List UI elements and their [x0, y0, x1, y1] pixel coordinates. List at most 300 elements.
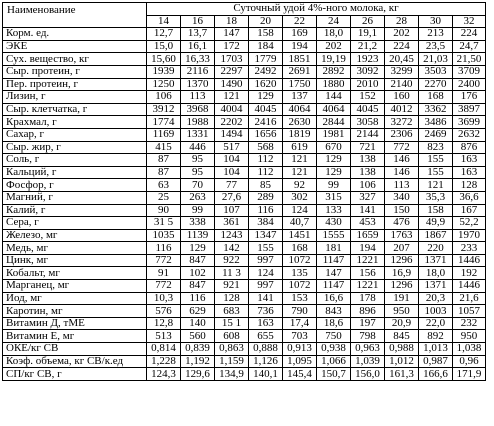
table-cell: 0,888 — [249, 343, 283, 356]
table-cell: 1243 — [215, 229, 249, 242]
table-cell: 167 — [453, 204, 486, 217]
table-cell: 161,3 — [385, 368, 419, 381]
table-cell: 3912 — [147, 103, 181, 116]
table-cell: 1139 — [181, 229, 215, 242]
table-cell: 137 — [283, 91, 317, 104]
table-cell: 15,60 — [147, 53, 181, 66]
table-cell: 327 — [351, 191, 385, 204]
table-cell: 135 — [283, 267, 317, 280]
table-cell: 1446 — [453, 280, 486, 293]
table-row — [3, 254, 486, 267]
table-cell: 77 — [215, 179, 249, 192]
row-label: Крахмал, г — [3, 116, 147, 129]
table-cell: 430 — [317, 217, 351, 230]
table-cell: 4012 — [385, 103, 419, 116]
table-cell: 124,3 — [147, 368, 181, 381]
table-cell: 12,8 — [147, 317, 181, 330]
table-cell: 1774 — [147, 116, 181, 129]
table-cell: 112 — [249, 154, 283, 167]
table-cell: 150 — [385, 204, 419, 217]
table-cell: 140,1 — [249, 368, 283, 381]
table-cell: 1,228 — [147, 355, 181, 368]
row-label: ОКЕ/кг СВ — [3, 343, 147, 356]
column-header-yield: 28 — [385, 15, 419, 28]
table-cell: 1296 — [385, 280, 419, 293]
table-cell: 0,988 — [385, 343, 419, 356]
column-header-yield: 24 — [317, 15, 351, 28]
table-cell: 121 — [283, 166, 317, 179]
table-cell: 16,33 — [181, 53, 215, 66]
table-cell: 146 — [385, 154, 419, 167]
table-cell: 112 — [249, 166, 283, 179]
table-cell: 176 — [453, 91, 486, 104]
table-cell: 106 — [147, 91, 181, 104]
row-label: Калий, г — [3, 204, 147, 217]
table-cell: 166,6 — [419, 368, 453, 381]
table-cell: 10,3 — [147, 292, 181, 305]
table-cell: 0,839 — [181, 343, 215, 356]
table-cell: 156,0 — [351, 368, 385, 381]
nutrient-table-container — [2, 2, 486, 381]
table-cell: 1221 — [351, 254, 385, 267]
table-cell: 703 — [283, 330, 317, 343]
table-cell: 576 — [147, 305, 181, 318]
table-cell: 40,7 — [283, 217, 317, 230]
table-cell: 87 — [147, 166, 181, 179]
table-row — [3, 242, 486, 255]
table-cell: 608 — [215, 330, 249, 343]
table-row — [3, 280, 486, 293]
table-row — [3, 65, 486, 78]
table-cell: 2010 — [351, 78, 385, 91]
table-cell: 1819 — [283, 128, 317, 141]
table-cell: 1,039 — [351, 355, 385, 368]
table-row — [3, 128, 486, 141]
table-cell: 129 — [181, 242, 215, 255]
table-row — [3, 229, 486, 242]
table-cell: 1,159 — [215, 355, 249, 368]
table-cell: 619 — [283, 141, 317, 154]
table-cell: 150,7 — [317, 368, 351, 381]
table-row — [3, 191, 486, 204]
row-label: Сыр. клетчатка, г — [3, 103, 147, 116]
table-cell: 2306 — [385, 128, 419, 141]
table-cell: 141 — [351, 204, 385, 217]
table-cell: 2202 — [215, 116, 249, 129]
table-cell: 1371 — [419, 254, 453, 267]
table-cell: 3968 — [181, 103, 215, 116]
table-cell: 144 — [317, 91, 351, 104]
table-cell: 224 — [453, 28, 486, 41]
table-cell: 121 — [215, 91, 249, 104]
table-cell: 683 — [215, 305, 249, 318]
table-cell: 52,2 — [453, 217, 486, 230]
table-cell: 194 — [283, 40, 317, 53]
table-row — [3, 179, 486, 192]
table-cell: 315 — [317, 191, 351, 204]
table-cell: 16,1 — [181, 40, 215, 53]
row-label: Фосфор, г — [3, 179, 147, 192]
table-cell: 843 — [317, 305, 351, 318]
table-cell: 20,3 — [419, 292, 453, 305]
table-cell: 1035 — [147, 229, 181, 242]
table-cell: 178 — [351, 292, 385, 305]
table-row — [3, 166, 486, 179]
row-label: Марганец, мг — [3, 280, 147, 293]
table-cell: 876 — [453, 141, 486, 154]
table-cell: 1981 — [317, 128, 351, 141]
table-cell: 0,963 — [351, 343, 385, 356]
table-cell: 116 — [147, 242, 181, 255]
table-cell: 2116 — [181, 65, 215, 78]
table-cell: 15 1 — [215, 317, 249, 330]
table-cell: 20,45 — [385, 53, 419, 66]
table-cell: 1147 — [317, 280, 351, 293]
table-cell: 20,9 — [385, 317, 419, 330]
table-cell: 232 — [453, 317, 486, 330]
table-cell: 1169 — [147, 128, 181, 141]
table-cell: 18,0 — [419, 267, 453, 280]
table-cell: 17,4 — [283, 317, 317, 330]
table-row — [3, 154, 486, 167]
table-cell: 1659 — [351, 229, 385, 242]
table-cell: 892 — [419, 330, 453, 343]
table-cell: 158 — [419, 204, 453, 217]
table-cell: 25 — [147, 191, 181, 204]
table-cell: 1446 — [453, 254, 486, 267]
table-cell: 113 — [385, 179, 419, 192]
table-cell: 1147 — [317, 254, 351, 267]
table-cell: 289 — [249, 191, 283, 204]
table-cell: 2140 — [385, 78, 419, 91]
table-cell: 453 — [351, 217, 385, 230]
table-cell: 202 — [385, 28, 419, 41]
table-cell: 121 — [283, 154, 317, 167]
table-cell: 921 — [215, 280, 249, 293]
table-row — [3, 78, 486, 91]
table-cell: 168 — [419, 91, 453, 104]
table-cell: 0,913 — [283, 343, 317, 356]
table-cell: 99 — [317, 179, 351, 192]
table-cell: 476 — [385, 217, 419, 230]
column-header-yield: 20 — [249, 15, 283, 28]
table-cell: 415 — [147, 141, 181, 154]
table-cell: 2469 — [419, 128, 453, 141]
table-cell: 24,7 — [453, 40, 486, 53]
row-label: ЭКЕ — [3, 40, 147, 53]
table-cell: 302 — [283, 191, 317, 204]
row-label: Сух. вещество, кг — [3, 53, 147, 66]
table-row — [3, 141, 486, 154]
table-cell: 1656 — [249, 128, 283, 141]
table-cell: 772 — [147, 254, 181, 267]
table-cell: 2144 — [351, 128, 385, 141]
table-cell: 1939 — [147, 65, 181, 78]
table-cell: 384 — [249, 217, 283, 230]
table-cell: 629 — [181, 305, 215, 318]
table-cell: 87 — [147, 154, 181, 167]
table-cell: 35,3 — [419, 191, 453, 204]
row-label: Корм. ед. — [3, 28, 147, 41]
table-cell: 140 — [181, 317, 215, 330]
table-cell: 4004 — [215, 103, 249, 116]
table-cell: 213 — [419, 28, 453, 41]
table-cell: 155 — [419, 154, 453, 167]
column-header-yield: 32 — [453, 15, 486, 28]
table-cell: 107 — [215, 204, 249, 217]
table-cell: 18,6 — [317, 317, 351, 330]
table-cell: 116 — [249, 204, 283, 217]
table-row — [3, 368, 486, 381]
column-header-yield: 14 — [147, 15, 181, 28]
table-row — [3, 217, 486, 230]
row-label: Цинк, мг — [3, 254, 147, 267]
row-label: Коэф. объема, кг СВ/к.ед — [3, 355, 147, 368]
table-row — [3, 267, 486, 280]
table-cell: 146 — [385, 166, 419, 179]
table-cell: 1763 — [385, 229, 419, 242]
table-cell: 670 — [317, 141, 351, 154]
table-cell: 95 — [181, 166, 215, 179]
table-cell: 1003 — [419, 305, 453, 318]
row-label: Сера, г — [3, 217, 147, 230]
table-cell: 446 — [181, 141, 215, 154]
table-cell: 513 — [147, 330, 181, 343]
table-cell: 790 — [283, 305, 317, 318]
column-header-yield: 26 — [351, 15, 385, 28]
table-cell: 3092 — [351, 65, 385, 78]
table-cell: 92 — [283, 179, 317, 192]
table-row — [3, 355, 486, 368]
table-cell: 845 — [385, 330, 419, 343]
table-cell: 104 — [215, 154, 249, 167]
table-cell: 517 — [215, 141, 249, 154]
table-cell: 3486 — [419, 116, 453, 129]
table-cell: 3299 — [385, 65, 419, 78]
table-cell: 129 — [317, 154, 351, 167]
table-cell: 184 — [249, 40, 283, 53]
table-cell: 129,6 — [181, 368, 215, 381]
table-cell: 0,814 — [147, 343, 181, 356]
row-label: Лизин, г — [3, 91, 147, 104]
row-label: Пер. протеин, г — [3, 78, 147, 91]
table-cell: 772 — [147, 280, 181, 293]
table-cell: 16,6 — [317, 292, 351, 305]
table-cell: 896 — [351, 305, 385, 318]
column-header-yield: 16 — [181, 15, 215, 28]
table-cell: 2400 — [453, 78, 486, 91]
table-cell: 49,9 — [419, 217, 453, 230]
row-label: Иод, мг — [3, 292, 147, 305]
table-cell: 1072 — [283, 254, 317, 267]
table-cell: 19,1 — [351, 28, 385, 41]
table-cell: 750 — [317, 330, 351, 343]
row-label: Каротин, мг — [3, 305, 147, 318]
table-cell: 233 — [453, 242, 486, 255]
table-cell: 1451 — [283, 229, 317, 242]
table-cell: 138 — [351, 166, 385, 179]
table-cell: 19,19 — [317, 53, 351, 66]
row-label: Сахар, г — [3, 128, 147, 141]
table-cell: 1,013 — [419, 343, 453, 356]
table-cell: 85 — [249, 179, 283, 192]
table-cell: 3709 — [453, 65, 486, 78]
table-cell: 12,7 — [147, 28, 181, 41]
milk-yield-group-header: Суточный удой 4%-ного молока, кг — [147, 3, 486, 16]
table-cell: 3897 — [453, 103, 486, 116]
column-header-yield: 30 — [419, 15, 453, 28]
table-cell: 163 — [249, 317, 283, 330]
table-cell: 338 — [181, 217, 215, 230]
table-cell: 950 — [453, 330, 486, 343]
table-cell: 102 — [181, 267, 215, 280]
table-cell: 1,038 — [453, 343, 486, 356]
table-cell: 21,2 — [351, 40, 385, 53]
table-cell: 721 — [351, 141, 385, 154]
table-row — [3, 317, 486, 330]
column-header-yield: 18 — [215, 15, 249, 28]
table-row — [3, 40, 486, 53]
name-column-header: Наименование — [3, 3, 147, 28]
table-cell: 560 — [181, 330, 215, 343]
table-cell: 13,7 — [181, 28, 215, 41]
table-cell: 95 — [181, 154, 215, 167]
table-cell: 1250 — [147, 78, 181, 91]
table-cell: 1880 — [317, 78, 351, 91]
table-cell: 1072 — [283, 280, 317, 293]
table-cell: 1494 — [215, 128, 249, 141]
table-cell: 1371 — [419, 280, 453, 293]
table-row — [3, 330, 486, 343]
table-cell: 2630 — [283, 116, 317, 129]
table-cell: 192 — [453, 267, 486, 280]
table-cell: 202 — [317, 40, 351, 53]
table-row — [3, 91, 486, 104]
table-cell: 194 — [351, 242, 385, 255]
table-cell: 1923 — [351, 53, 385, 66]
table-cell: 104 — [215, 166, 249, 179]
table-cell: 1620 — [249, 78, 283, 91]
table-cell: 2492 — [249, 65, 283, 78]
table-cell: 1370 — [181, 78, 215, 91]
table-cell: 160 — [385, 91, 419, 104]
table-cell: 36,6 — [453, 191, 486, 204]
table-cell: 15,0 — [147, 40, 181, 53]
table-cell: 823 — [419, 141, 453, 154]
table-cell: 0,96 — [453, 355, 486, 368]
table-cell: 361 — [215, 217, 249, 230]
table-cell: 133 — [317, 204, 351, 217]
table-row — [3, 28, 486, 41]
table-cell: 4045 — [351, 103, 385, 116]
table-row — [3, 343, 486, 356]
table-cell: 23,5 — [419, 40, 453, 53]
table-cell: 2632 — [453, 128, 486, 141]
table-cell: 3272 — [385, 116, 419, 129]
table-cell: 121 — [419, 179, 453, 192]
table-cell: 3699 — [453, 116, 486, 129]
table-cell: 736 — [249, 305, 283, 318]
table-cell: 141 — [249, 292, 283, 305]
table-cell: 1296 — [385, 254, 419, 267]
table-row — [3, 204, 486, 217]
table-cell: 134,9 — [215, 368, 249, 381]
table-cell: 997 — [249, 254, 283, 267]
row-label: Витамин Д, тМЕ — [3, 317, 147, 330]
table-cell: 91 — [147, 267, 181, 280]
table-cell: 128 — [215, 292, 249, 305]
row-label: Кобальт, мг — [3, 267, 147, 280]
table-body — [3, 28, 486, 381]
table-cell: 1221 — [351, 280, 385, 293]
table-cell: 1970 — [453, 229, 486, 242]
table-cell: 847 — [181, 280, 215, 293]
header-row-group — [3, 3, 486, 16]
table-row — [3, 103, 486, 116]
table-cell: 21,6 — [453, 292, 486, 305]
table-cell: 171,9 — [453, 368, 486, 381]
table-cell: 163 — [453, 166, 486, 179]
table-cell: 147 — [215, 28, 249, 41]
table-cell: 568 — [249, 141, 283, 154]
table-cell: 124 — [283, 204, 317, 217]
table-cell: 168 — [283, 242, 317, 255]
table-cell: 1779 — [249, 53, 283, 66]
table-cell: 153 — [283, 292, 317, 305]
row-label: Железо, мг — [3, 229, 147, 242]
table-cell: 950 — [385, 305, 419, 318]
nutrient-table — [2, 2, 486, 381]
table-cell: 172 — [215, 40, 249, 53]
table-cell: 922 — [215, 254, 249, 267]
table-cell: 155 — [419, 166, 453, 179]
table-cell: 116 — [181, 292, 215, 305]
table-cell: 145,4 — [283, 368, 317, 381]
table-cell: 99 — [181, 204, 215, 217]
table-cell: 997 — [249, 280, 283, 293]
table-cell: 197 — [351, 317, 385, 330]
table-cell: 31 5 — [147, 217, 181, 230]
row-label: Витамин Е, мг — [3, 330, 147, 343]
table-cell: 1490 — [215, 78, 249, 91]
table-cell: 142 — [215, 242, 249, 255]
table-cell: 220 — [419, 242, 453, 255]
table-cell: 2844 — [317, 116, 351, 129]
row-label: Сыр. протеин, г — [3, 65, 147, 78]
table-cell: 1703 — [215, 53, 249, 66]
table-cell: 27,6 — [215, 191, 249, 204]
table-cell: 1851 — [283, 53, 317, 66]
table-cell: 847 — [181, 254, 215, 267]
table-row — [3, 292, 486, 305]
table-cell: 1,192 — [181, 355, 215, 368]
table-cell: 1750 — [283, 78, 317, 91]
table-cell: 0,863 — [215, 343, 249, 356]
column-header-yield: 22 — [283, 15, 317, 28]
table-cell: 2416 — [249, 116, 283, 129]
table-cell: 1331 — [181, 128, 215, 141]
row-label: Соль, г — [3, 154, 147, 167]
table-cell: 2892 — [317, 65, 351, 78]
table-cell: 224 — [385, 40, 419, 53]
table-cell: 152 — [351, 91, 385, 104]
table-cell: 181 — [317, 242, 351, 255]
table-cell: 655 — [249, 330, 283, 343]
table-cell: 138 — [351, 154, 385, 167]
table-cell: 90 — [147, 204, 181, 217]
table-cell: 1057 — [453, 305, 486, 318]
table-cell: 1,012 — [385, 355, 419, 368]
